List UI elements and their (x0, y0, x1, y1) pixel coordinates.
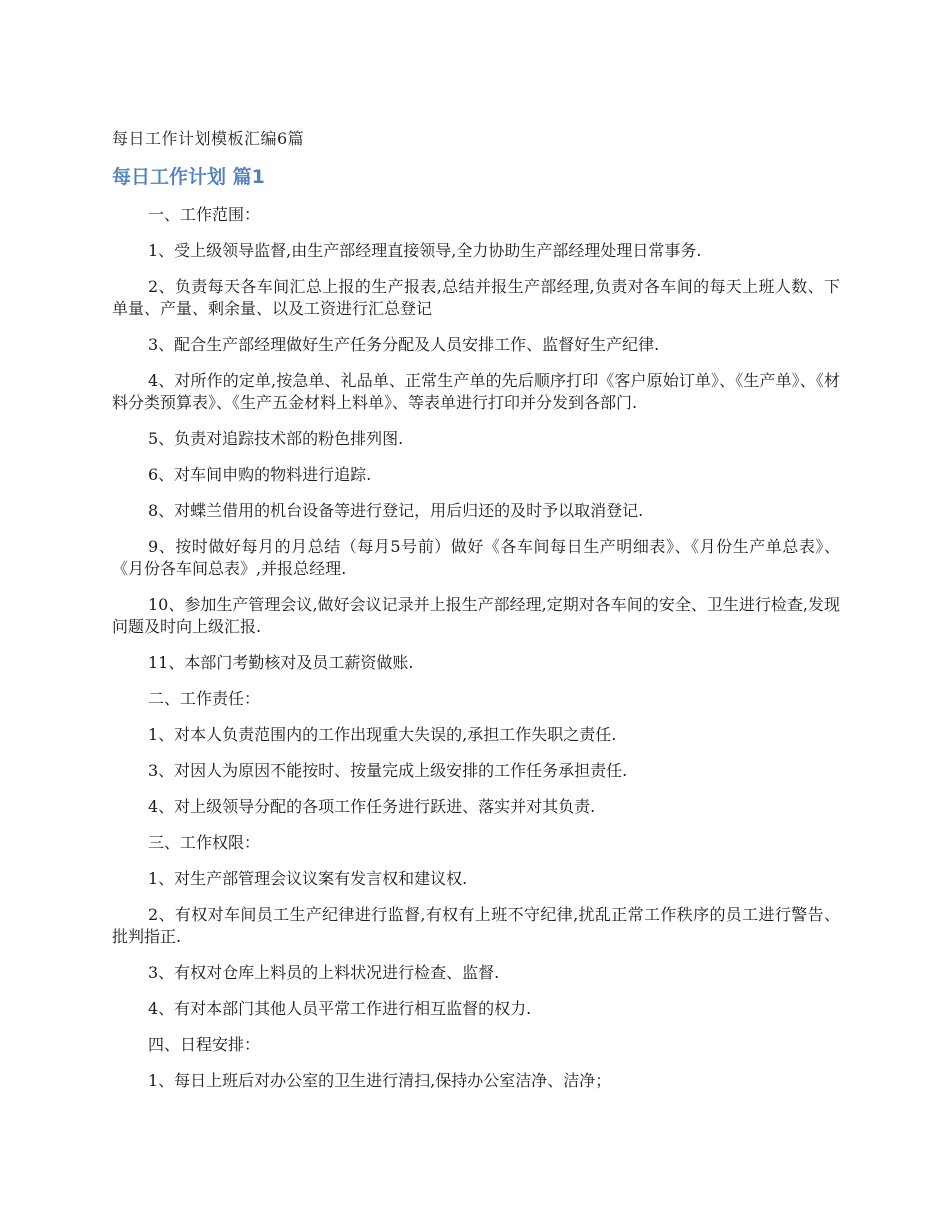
paragraph: 1、每日上班后对办公室的卫生进行清扫,保持办公室洁净、洁净； (148, 1071, 612, 1090)
paragraph: 8、对蝶兰借用的机台设备等进行登记，用后归还的及时予以取消登记. (148, 501, 644, 520)
paragraph: 5、负责对追踪技术部的粉色排列图. (148, 429, 404, 448)
paragraph-schedule-heading: 四、日程安排： (148, 1035, 261, 1054)
paragraph: 1、受上级领导监督,由生产部经理直接领导,全力协助生产部经理处理日常事务. (148, 241, 702, 260)
paragraph: 2、负责每天各车间汇总上报的生产报表,总结并报生产部经理,负责对各车间的每天上班人数、下单量、产量、剩余量、以及工资进行汇总登记 (112, 277, 840, 318)
paragraph: 1、对本人负责范围内的工作出现重大失误的,承担工作失职之责任. (148, 725, 617, 744)
paragraph-responsibility-heading: 二、工作责任： (148, 689, 261, 708)
paragraph: 3、配合生产部经理做好生产任务分配及人员安排工作、监督好生产纪律. (148, 335, 660, 354)
paragraph-authority-heading: 三、工作权限： (148, 833, 261, 852)
paragraph: 4、有对本部门其他人员平常工作进行相互监督的权力. (148, 999, 532, 1018)
paragraph: 3、对因人为原因不能按时、按量完成上级安排的工作任务承担责任. (148, 761, 628, 780)
paragraph: 9、按时做好每月的月总结（每月5号前）做好《各车间每日生产明细表》、《月份生产单总表》、《月份各车间总表》,并报总经理. (112, 537, 840, 578)
paragraph: 4、对所作的定单,按急单、礼品单、正常生产单的先后顺序打印《客户原始订单》、《生产单》、《材料分类预算表》、《生产五金材料上料单》、等表单进行打印并分发到各部门. (112, 371, 840, 412)
document-body (112, 204, 840, 1106)
paragraph: 4、对上级领导分配的各项工作任务进行跃进、落实并对其负责. (148, 797, 596, 816)
paragraph: 2、有权对车间员工生产纪律进行监督,有权有上班不守纪律,扰乱正常工作秩序的员工进行警告、批判指正. (112, 905, 840, 946)
paragraph: 3、有权对仓库上料员的上料状况进行检查、监督. (148, 963, 500, 982)
paragraph: 10、参加生产管理会议,做好会议记录并上报生产部经理,定期对各车间的安全、卫生进行检查,发现问题及时向上级汇报. (112, 595, 840, 636)
paragraph: 1、对生产部管理会议议案有发言权和建议权. (148, 869, 468, 888)
paragraph: 6、对车间申购的物料进行追踪. (148, 465, 372, 484)
document-title: 每日工作计划模板汇编6篇 (112, 129, 305, 148)
paragraph: 11、本部门考勤核对及员工薪资做账. (148, 653, 414, 672)
section-heading: 每日工作计划 篇1 (112, 166, 265, 188)
paragraph-scope-heading: 一、工作范围： (148, 205, 261, 224)
